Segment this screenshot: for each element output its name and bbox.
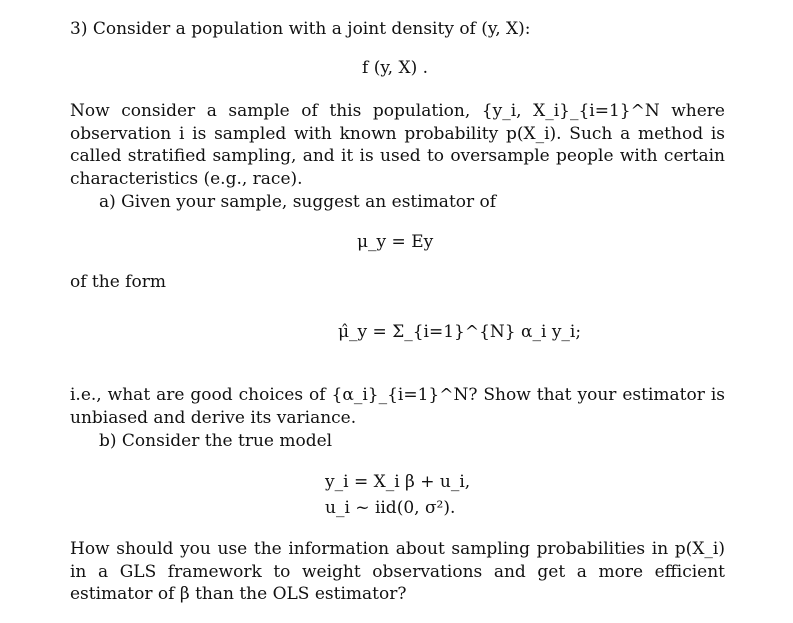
model-equation-1: y_i = X_i β + u_i, bbox=[325, 472, 471, 492]
model-equation-2: u_i ~ iid(0, σ²). bbox=[325, 498, 456, 518]
density-formula: f (y, X) . bbox=[362, 58, 429, 78]
mu-formula: μ_y = Ey bbox=[357, 232, 434, 252]
part-a-intro: a) Given your sample, suggest an estimator of bbox=[99, 192, 497, 212]
paragraph-alpha-choice: i.e., what are good choices of {α_i}_{i=1}^N? Show that your estimator is unbiased and derive its variance. bbox=[70, 385, 725, 428]
paragraph-gls-question: How should you use the information about sampling probabilities in p(X_i) in a GLS framework to weight observations and get a more efficient estimator of β than the OLS estimator? bbox=[70, 539, 725, 604]
estimator-formula: μ̂_y = Σ_{i=1}^{N} α_i y_i; bbox=[338, 322, 582, 342]
heading-text: 3) Consider a population with a joint density of (y, X): bbox=[70, 19, 531, 39]
paragraph-stratified-sampling: Now consider a sample of this population, {y_i, X_i}_{i=1}^N where observation i is sampled with known probability p(X_i). Such a method is called stratified sampling, and it is used to oversample people with certain characteristics (e.g., race). bbox=[70, 101, 725, 189]
part-b-intro: b) Consider the true model bbox=[99, 431, 333, 451]
of-the-form-label: of the form bbox=[70, 272, 166, 292]
problem-heading bbox=[70, 18, 531, 40]
